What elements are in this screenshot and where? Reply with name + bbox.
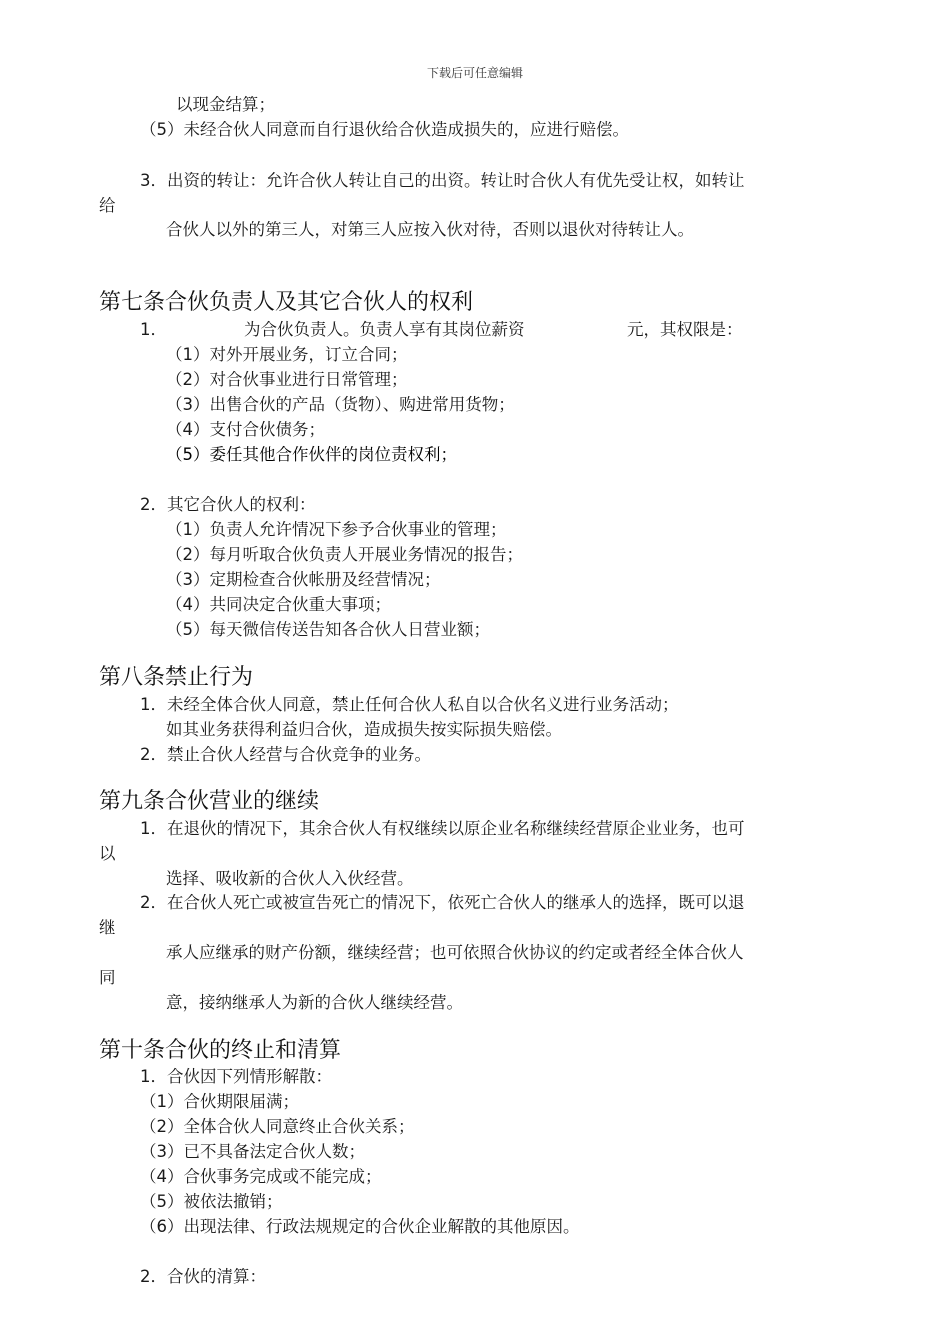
art7-right-1: （1）负责人允许情况下参予合伙事业的管理；	[166, 520, 507, 539]
page-header: 下载后可任意编辑	[426, 66, 523, 80]
article-8-title: 第八条禁止行为	[99, 665, 254, 690]
article-7-title: 第七条合伙负责人及其它合伙人的权利	[99, 290, 474, 315]
art7-item1-end: 元，其权限是：	[627, 320, 743, 339]
art7-power-1: （1）对外开展业务，订立合同；	[166, 345, 408, 364]
art7-power-3: （3）出售合伙的产品（货物）、购进常用货物；	[166, 395, 515, 414]
transfer-clause-cont: 合伙人以外的第三人，对第三人应按入伙对待，否则以退伙对待转让人。	[166, 220, 694, 239]
art7-item1-text: 为合伙负责人。负责人享有其岗位薪资	[244, 320, 525, 339]
art10-reason-3: （3）已不具备法定合伙人数；	[140, 1142, 365, 1161]
art10-reason-5: （5）被依法撤销；	[140, 1192, 283, 1211]
transfer-clause-wrap: 给	[99, 196, 116, 215]
art7-item2-heading: 2．其它合伙人的权利：	[140, 495, 316, 514]
compensation-clause: （5）未经合伙人同意而自行退伙给合伙造成损失的，应进行赔偿。	[140, 120, 629, 139]
art7-right-2: （2）每月听取合伙负责人开展业务情况的报告；	[166, 545, 523, 564]
art7-item1-number: 1．	[140, 320, 167, 339]
art10-reason-6: （6）出现法律、行政法规规定的合伙企业解散的其他原因。	[140, 1217, 580, 1236]
art7-power-2: （2）对合伙事业进行日常管理；	[166, 370, 408, 389]
art7-right-5: （5）每天微信传送告知各合伙人日营业额；	[166, 620, 490, 639]
art9-line-1-wrap: 以	[99, 844, 116, 863]
art8-line-1: 1．未经全体合伙人同意，禁止任何合伙人私自以合伙名义进行业务活动；	[140, 695, 679, 714]
transfer-clause: 3．出资的转让：允许合伙人转让自己的出资。转让时合伙人有优先受让权，如转让	[140, 171, 745, 190]
art9-line-2-cont: 承人应继承的财产份额，继续经营；也可依照合伙协议的约定或者经全体合伙人	[166, 943, 744, 962]
article-9-title: 第九条合伙营业的继续	[99, 789, 320, 814]
settle-cash-line: 以现金结算；	[176, 95, 275, 114]
art10-dissolution-heading: 1．合伙因下列情形解散：	[140, 1067, 332, 1086]
art10-reason-2: （2）全体合伙人同意终止合伙关系；	[140, 1117, 415, 1136]
art9-line-1: 1．在退伙的情况下，其余合伙人有权继续以原企业名称继续经营原企业业务，也可	[140, 819, 745, 838]
art10-liquidation-heading: 2．合伙的清算：	[140, 1267, 266, 1286]
art8-line-2: 如其业务获得利益归合伙，造成损失按实际损失赔偿。	[166, 720, 562, 739]
art9-line-2-end: 意，接纳继承人为新的合伙人继续经营。	[166, 993, 463, 1012]
art9-line-1-cont: 选择、吸收新的合伙人入伙经营。	[166, 869, 414, 888]
art9-line-2-wrap: 继	[99, 918, 116, 937]
art7-power-4: （4）支付合伙债务；	[166, 420, 325, 439]
art10-reason-1: （1）合伙期限届满；	[140, 1092, 299, 1111]
art9-line-2-wrap2: 同	[99, 968, 116, 987]
art8-line-3: 2．禁止合伙人经营与合伙竞争的业务。	[140, 745, 431, 764]
art7-right-3: （3）定期检查合伙帐册及经营情况；	[166, 570, 441, 589]
art7-power-5: （5）委任其他合作伙伴的岗位责权利；	[166, 445, 457, 464]
art9-line-2: 2．在合伙人死亡或被宣告死亡的情况下，依死亡合伙人的继承人的选择，既可以退	[140, 893, 745, 912]
article-10-title: 第十条合伙的终止和清算	[99, 1038, 342, 1063]
art7-right-4: （4）共同决定合伙重大事项；	[166, 595, 391, 614]
art10-reason-4: （4）合伙事务完成或不能完成；	[140, 1167, 382, 1186]
